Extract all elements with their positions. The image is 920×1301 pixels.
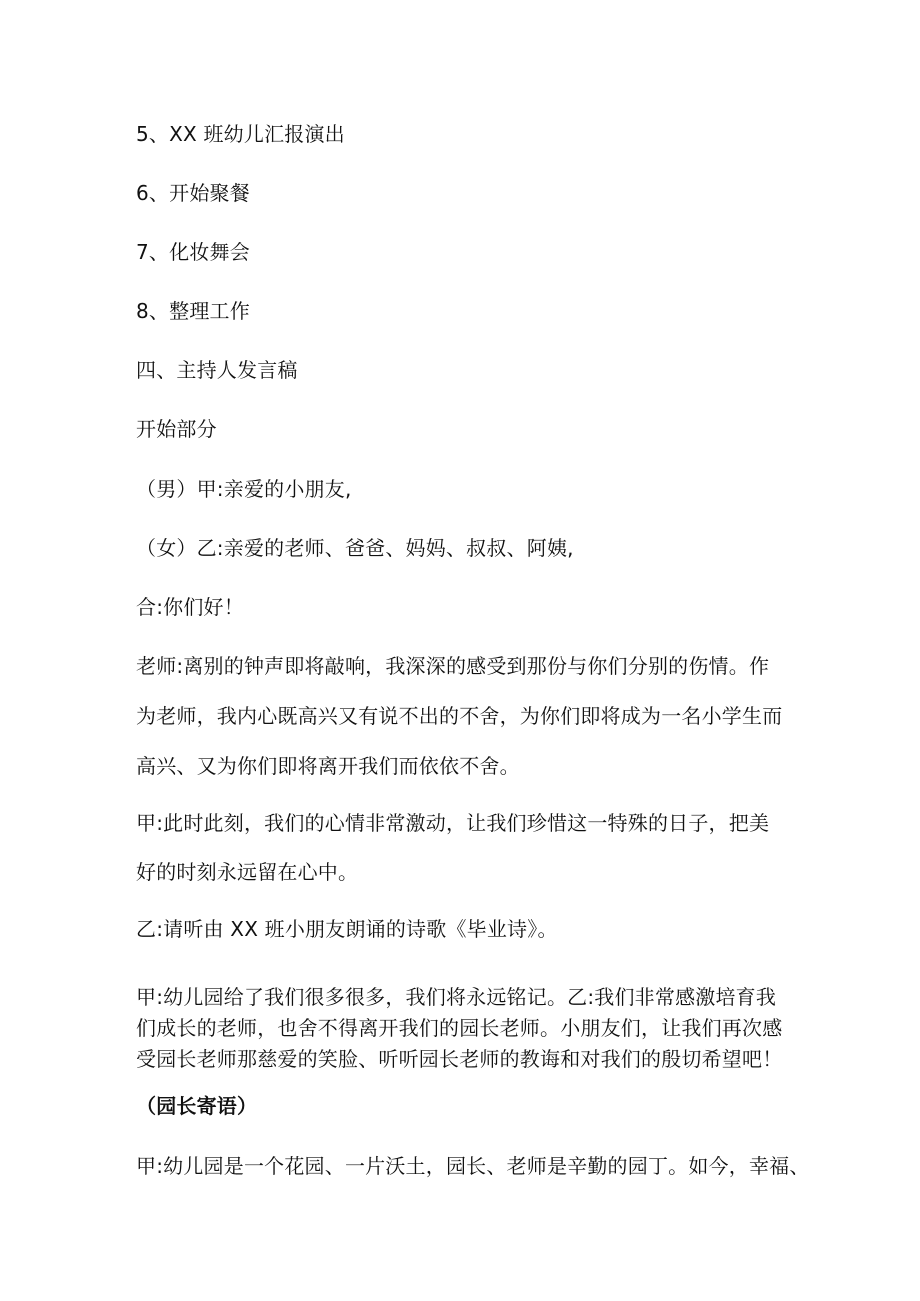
paragraph-jia-yi-line-3: 受园长老师那慈爱的笑脸、听听园长老师的教诲和对我们的殷切希望吧！ — [136, 1047, 783, 1071]
paragraph-teacher-line-2: 为老师，我内心既高兴又有说不出的不舍，为你们即将成为一名小学生而 — [136, 704, 783, 728]
paragraph-yi-line: 乙:请听由 XX 班小朋友朗诵的诗歌《毕业诗》。 — [136, 917, 558, 941]
paragraph-jia-garden-line: 甲:幼儿园是一个花园、一片沃土，园长、老师是辛勤的园丁。如今，幸福、 — [136, 1154, 810, 1178]
section-heading: 四、主持人发言稿 — [136, 358, 298, 382]
dialogue-line-male: （男）甲:亲爱的小朋友, — [136, 477, 352, 501]
paragraph-teacher-line-3: 高兴、又为你们即将离开我们而依依不舍。 — [136, 754, 520, 778]
dialogue-line-together: 合:你们好！ — [136, 595, 244, 619]
paragraph-jia-line-2: 好的时刻永远留在心中。 — [136, 860, 359, 884]
dialogue-line-female: （女）乙:亲爱的老师、爸爸、妈妈、叔叔、阿姨, — [136, 536, 574, 560]
program-item-7: 7、化妆舞会 — [136, 240, 250, 264]
principal-message-heading: （园长寄语） — [136, 1094, 258, 1118]
paragraph-teacher-line-1: 老师:离别的钟声即将敲响，我深深的感受到那份与你们分别的伤情。作 — [136, 654, 770, 678]
subsection-heading: 开始部分 — [136, 417, 217, 441]
program-item-6: 6、开始聚餐 — [136, 181, 250, 205]
paragraph-jia-yi-line-1: 甲:幼儿园给了我们很多很多，我们将永远铭记。乙:我们非常感激培育我 — [136, 985, 777, 1009]
program-item-5: 5、XX 班幼儿汇报演出 — [136, 122, 345, 146]
paragraph-jia-yi-line-2: 们成长的老师，也舍不得离开我们的园长老师。小朋友们，让我们再次感 — [136, 1016, 783, 1040]
paragraph-jia-line-1: 甲:此时此刻，我们的心情非常激动，让我们珍惜这一特殊的日子，把美 — [136, 811, 770, 835]
program-item-8: 8、整理工作 — [136, 299, 250, 323]
